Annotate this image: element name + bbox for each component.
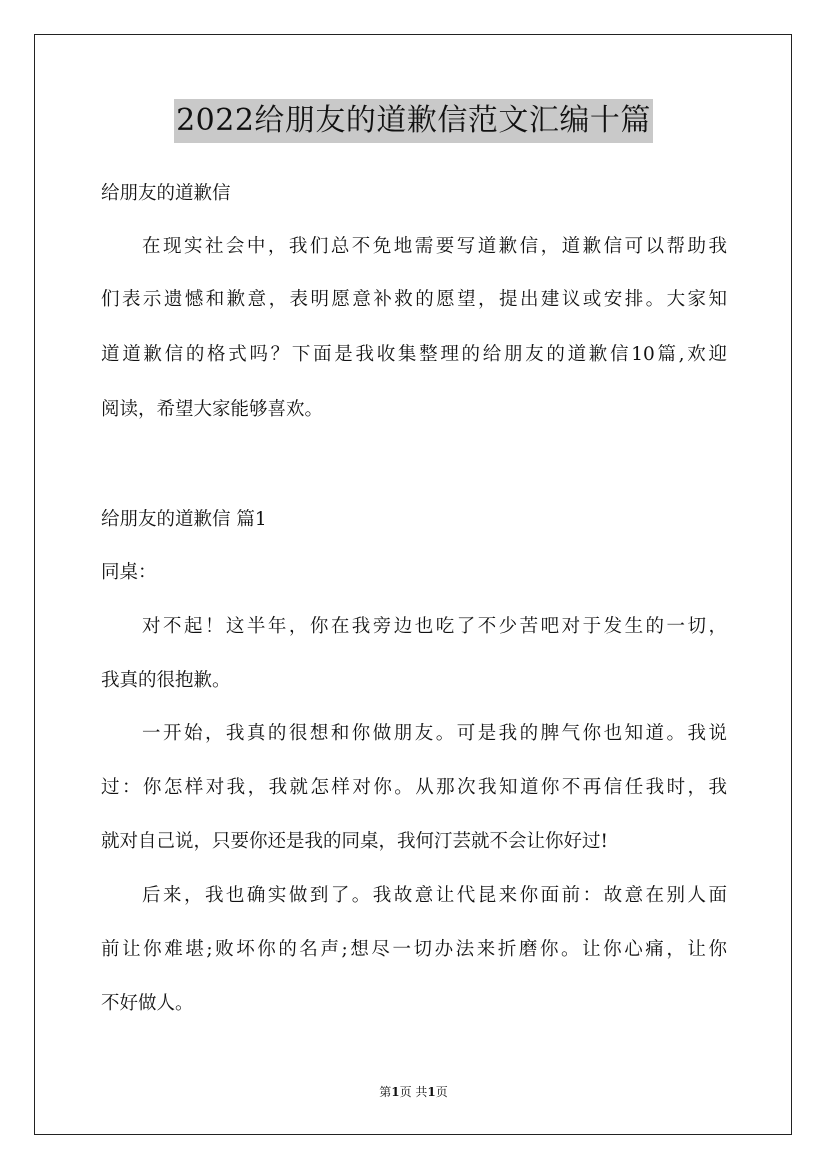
title-wrap (0, 99, 827, 143)
intro-line-1: 在现实社会中，我们总不免地需要写道歉信，道歉信可以帮助我 (142, 236, 727, 257)
body-line-3: 一开始，我真的很想和你做朋友。可是我的脾气你也知道。我说 (142, 723, 727, 744)
body-line-8: 不好做人。 (101, 993, 194, 1014)
footer-page-number: 1 (391, 1085, 400, 1099)
section-heading: 给朋友的道歉信 篇1 (101, 509, 267, 530)
body-line-2: 我真的很抱歉。 (101, 670, 231, 691)
heading-letter: 给朋友的道歉信 (101, 183, 231, 204)
footer-prefix: 第 (379, 1085, 392, 1099)
footer-suffix: 页 (435, 1085, 448, 1099)
salutation: 同桌： (101, 562, 157, 583)
body-line-1: 对不起！这半年，你在我旁边也吃了不少苦吧对于发生的一切， (142, 616, 727, 637)
footer-mid: 页 共 (399, 1085, 428, 1099)
body-line-7: 前让你难堪;败坏你的名声;想尽一切办法来折磨你。让你心痛，让你 (101, 939, 727, 960)
page-footer (0, 1083, 827, 1100)
intro-line-4: 阅读，希望大家能够喜欢。 (101, 399, 324, 420)
intro-line-3: 道道歉信的格式吗？下面是我收集整理的给朋友的道歉信10篇,欢迎 (101, 344, 727, 365)
body-line-4: 过：你怎样对我，我就怎样对你。从那次我知道你不再信任我时，我 (101, 777, 727, 798)
document-title: 2022给朋友的道歉信范文汇编十篇 (174, 99, 653, 143)
intro-line-2: 们表示遗憾和歉意，表明愿意补救的愿望，提出建议或安排。大家知 (101, 289, 727, 310)
footer-total-pages: 1 (427, 1085, 436, 1099)
body-line-5: 就对自己说，只要你还是我的同桌，我何汀芸就不会让你好过! (101, 831, 608, 852)
body-line-6: 后来，我也确实做到了。我故意让代昆来你面前：故意在别人面 (142, 885, 727, 906)
